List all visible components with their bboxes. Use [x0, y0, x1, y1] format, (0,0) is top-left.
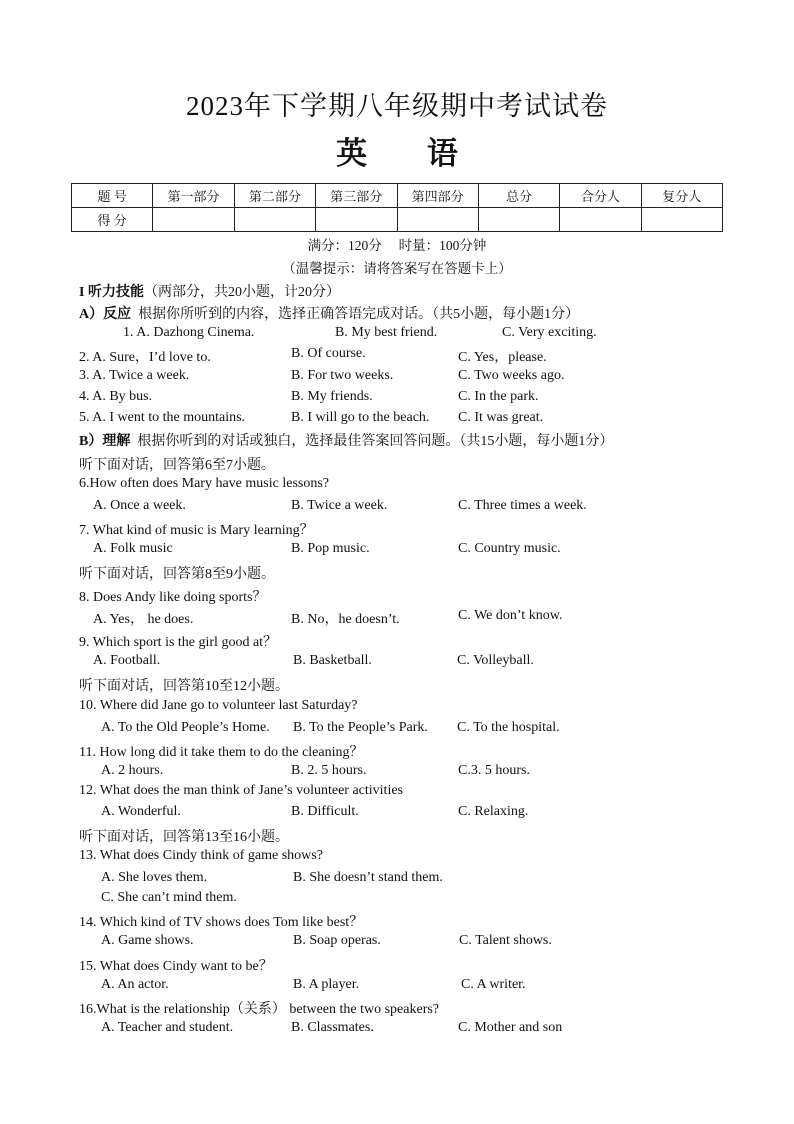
option-b: B. No，he doesn’t. — [291, 612, 400, 627]
question: 9. Which sport is the girl good at？ — [79, 635, 278, 650]
option-a: 1. A. Dazhong Cinema. — [123, 325, 255, 340]
question: 14. Which kind of TV shows does Tom like best？ — [79, 915, 364, 930]
exam-title: 2023年下学期八年级期中考试试卷 — [186, 91, 608, 121]
score-blank-cell — [478, 208, 559, 232]
option-c: C. Talent shows. — [459, 933, 552, 948]
question: 15. What does Cindy want to be？ — [79, 959, 273, 974]
partB-instruction: 根据你听到的对话或独白，选择最佳答案回答问题。（共15小题，每小题1分） — [137, 434, 614, 449]
listen-note: 听下面对话，回答第10至12小题。 — [79, 679, 289, 694]
option-c: C. Country music. — [458, 541, 561, 556]
score-cell: 题 号 — [72, 184, 153, 208]
option-a: A. Wonderful. — [101, 804, 181, 819]
option-a: 5. A. I went to the mountains. — [79, 410, 246, 425]
option-a: A. She loves them. — [101, 870, 208, 885]
option-a: A. Once a week. — [93, 498, 186, 513]
score-cell: 得 分 — [72, 208, 153, 232]
option-a: A. To the Old People’s Home. — [101, 720, 270, 735]
option-a: 4. A. By bus. — [79, 389, 153, 404]
option-a: A. Yes， he does. — [93, 612, 194, 627]
question: 6.How often does Mary have music lessons? — [79, 476, 330, 491]
score-table — [71, 183, 723, 232]
option-a: A. Game shows. — [101, 933, 194, 948]
option-b: B. Classmates. — [291, 1020, 374, 1035]
question: 16.What is the relationship（关系） between the two speakers? — [79, 1002, 440, 1017]
option-a: A. Folk music — [93, 541, 173, 556]
option-b: B. My best friend. — [335, 325, 438, 340]
option-b: B. Basketball. — [293, 653, 372, 668]
option-c: C. In the park. — [458, 389, 539, 404]
score-table-header-row — [72, 184, 723, 208]
option-b: B. To the People’s Park. — [293, 720, 428, 735]
option-c: C. We don’t know. — [458, 608, 563, 623]
option-c: C. To the hospital. — [457, 720, 560, 735]
question: 11. How long did it take them to do the cleaning？ — [79, 745, 364, 760]
score-cell: 第四部分 — [397, 184, 478, 208]
subject-title: 英 语 — [336, 136, 484, 171]
option-a: A. 2 hours. — [101, 763, 164, 778]
score-cell: 第二部分 — [234, 184, 315, 208]
listen-note: 听下面对话，回答第8至9小题。 — [79, 567, 275, 582]
score-blank-cell — [397, 208, 478, 232]
score-blank-cell — [560, 208, 641, 232]
score-cell: 复分人 — [641, 184, 722, 208]
partA-label: A）反应 — [79, 307, 132, 322]
listen-note: 听下面对话，回答第6至7小题。 — [79, 458, 275, 473]
option-b: B. Of course. — [291, 346, 366, 361]
option-c: C. It was great. — [458, 410, 544, 425]
section1-title: I 听力技能 — [79, 285, 144, 300]
partB-label: B）理解 — [79, 434, 131, 449]
option-c: C. Yes，please. — [458, 350, 547, 365]
score-cell: 总分 — [478, 184, 559, 208]
question: 13. What does Cindy think of game shows? — [79, 848, 323, 863]
option-c: C. Very exciting. — [502, 325, 597, 340]
score-time-info: 满分：120分 时量：100分钟 — [307, 238, 487, 253]
option-c: C. Mother and son — [458, 1020, 563, 1035]
option-c: C. Two weeks ago. — [458, 368, 565, 383]
option-b: B. Soap operas. — [293, 933, 381, 948]
option-c: C. She can’t mind them. — [101, 890, 237, 905]
option-a: 3. A. Twice a week. — [79, 368, 190, 383]
score-table-score-row — [72, 208, 723, 232]
option-c: C. Volleyball. — [457, 653, 534, 668]
question: 7. What kind of music is Mary learning？ — [79, 523, 314, 538]
score-blank-cell — [641, 208, 722, 232]
option-a: A. An actor. — [101, 977, 169, 992]
score-cell: 第三部分 — [316, 184, 397, 208]
option-b: B. Twice a week. — [291, 498, 388, 513]
partB-heading — [79, 430, 613, 450]
option-b: B. My friends. — [291, 389, 373, 404]
score-cell: 合分人 — [560, 184, 641, 208]
option-b: B. For two weeks. — [291, 368, 394, 383]
score-blank-cell — [153, 208, 234, 232]
option-c: C.3. 5 hours. — [458, 763, 530, 778]
question: 10. Where did Jane go to volunteer last Saturday? — [79, 698, 358, 713]
score-cell: 第一部分 — [153, 184, 234, 208]
option-c: C. Three times a week. — [458, 498, 587, 513]
partA-heading — [79, 303, 579, 323]
answer-tip: （温馨提示：请将答案写在答题卡上） — [282, 261, 512, 276]
section1-heading — [79, 281, 340, 301]
option-a: 2. A. Sure，I’d love to. — [79, 350, 211, 365]
listen-note: 听下面对话，回答第13至16小题。 — [79, 830, 289, 845]
option-a: A. Teacher and student. — [101, 1020, 234, 1035]
question: 12. What does the man think of Jane’s volunteer activities — [79, 783, 403, 798]
option-a: A. Football. — [93, 653, 161, 668]
option-c: C. A writer. — [461, 977, 526, 992]
score-blank-cell — [316, 208, 397, 232]
question: 8. Does Andy like doing sports？ — [79, 590, 267, 605]
option-b: B. 2. 5 hours. — [291, 763, 367, 778]
option-b: B. I will go to the beach. — [291, 410, 430, 425]
option-b: B. Difficult. — [291, 804, 359, 819]
option-c: C. Relaxing. — [458, 804, 529, 819]
partA-instruction: 根据你所听到的内容，选择正确答语完成对话。（共5小题，每小题1分） — [138, 307, 580, 322]
score-blank-cell — [234, 208, 315, 232]
option-b: B. She doesn’t stand them. — [293, 870, 443, 885]
section1-note: （两部分，共20小题，计20分） — [143, 285, 340, 300]
option-b: B. Pop music. — [291, 541, 370, 556]
option-b: B. A player. — [293, 977, 360, 992]
